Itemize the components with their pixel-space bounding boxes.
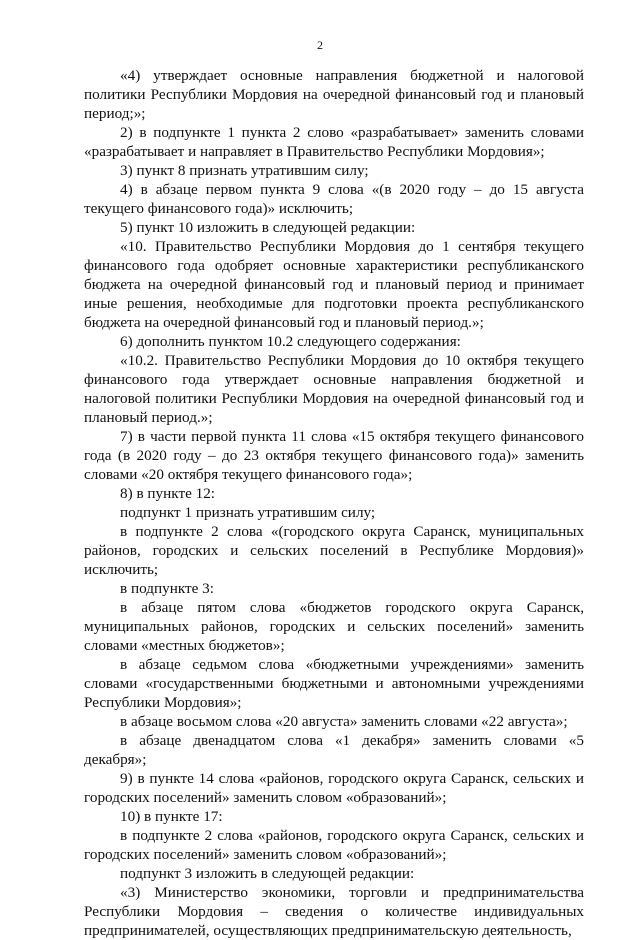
paragraph: в подпункте 2 слова «(городского округа Саранск, муниципальных районов, городских и сельских поселений в Республике Мордовия)» исключить; xyxy=(84,523,584,578)
paragraph: 3) пункт 8 признать утратившим силу; xyxy=(120,162,369,179)
paragraph: подпункт 3 изложить в следующей редакции: xyxy=(120,865,415,882)
paragraph: 10) в пункте 17: xyxy=(120,808,223,825)
paragraph: в абзаце восьмом слова «20 августа» заменить словами «22 августа»; xyxy=(120,713,568,730)
paragraph: в подпункте 2 слова «районов, городского округа Саранск, сельских и городских поселений» заменить словом «образований»; xyxy=(84,827,584,863)
paragraph: 5) пункт 10 изложить в следующей редакции: xyxy=(120,219,416,236)
paragraph: в абзаце седьмом слова «бюджетными учреждениями» заменить словами «государственными бюджетными и автономными учреждениями Республики Мордовия»; xyxy=(84,656,584,711)
page-number: 2 xyxy=(317,38,323,52)
paragraph: «3) Министерство экономики, торговли и предпринимательства Республики Мордовия – сведения о количестве индивидуальных предпринимателей, осуществляющих предпринимательскую деятельность, xyxy=(84,884,584,939)
paragraph: 6) дополнить пунктом 10.2 следующего содержания: xyxy=(120,333,461,350)
paragraph: 8) в пункте 12: xyxy=(120,485,216,502)
document-body xyxy=(84,66,584,940)
paragraph: «10. Правительство Республики Мордовия до 1 сентября текущего финансового года одобряет основные характеристики республиканского бюджета на очередной финансовый год и плановый период и принимает иные решения, необходимые для подготовки проекта республиканского бюджета на очередной финансовый год и плановый период.»; xyxy=(84,238,584,331)
paragraph: «4) утверждает основные направления бюджетной и налоговой политики Республики Мордовия на очередной финансовый год и плановый период;»; xyxy=(84,67,584,122)
paragraph: 4) в абзаце первом пункта 9 слова «(в 2020 году – до 15 августа текущего финансового года)» исключить; xyxy=(84,181,584,217)
paragraph: 7) в части первой пункта 11 слова «15 октября текущего финансового года (в 2020 году – до 23 октября текущего финансового года)» заменить словами «20 октября текущего финансового года»; xyxy=(84,428,584,483)
paragraph: в абзаце пятом слова «бюджетов городского округа Саранск, муниципальных районов, городских и сельских поселений» заменить словами «местных бюджетов»; xyxy=(84,599,584,654)
paragraph: в абзаце двенадцатом слова «1 декабря» заменить словами «5 декабря»; xyxy=(84,732,584,768)
paragraph: 9) в пункте 14 слова «районов, городского округа Саранск, сельских и городских поселений» заменить словом «образований»; xyxy=(84,770,584,806)
paragraph: 2) в подпункте 1 пункта 2 слово «разрабатывает» заменить словами «разрабатывает и направляет в Правительство Республики Мордовия»; xyxy=(84,124,584,160)
paragraph: в подпункте 3: xyxy=(120,580,214,597)
paragraph: «10.2. Правительство Республики Мордовия до 10 октября текущего финансового года утверждает основные направления бюджетной и налоговой политики Республики Мордовия на очередной финансовый год и плановый период.»; xyxy=(84,352,584,426)
paragraph: подпункт 1 признать утратившим силу; xyxy=(120,504,376,521)
